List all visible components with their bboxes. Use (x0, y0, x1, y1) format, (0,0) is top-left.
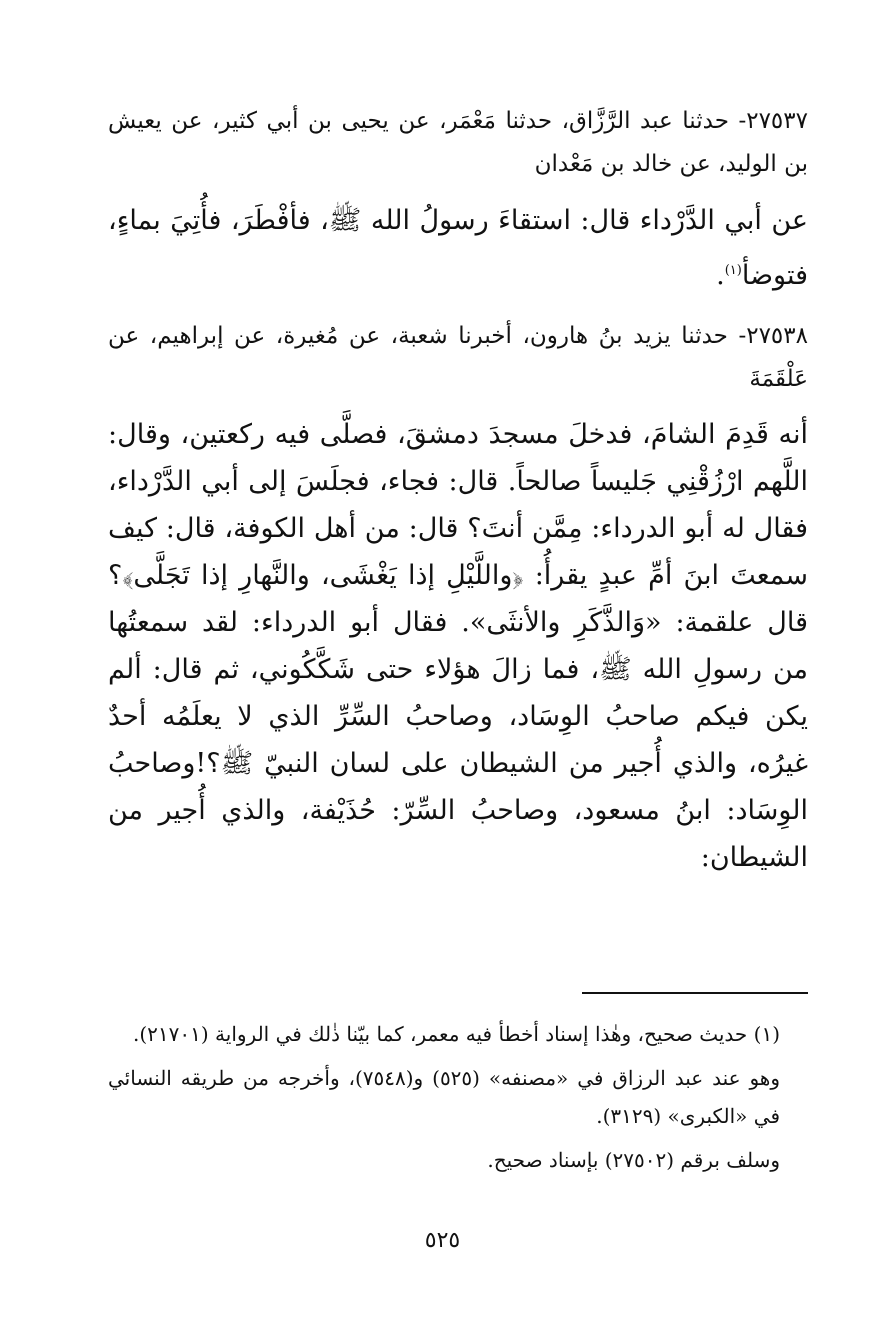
hadith-27537-matn (108, 196, 808, 301)
hadith-27537-matn-end: . (716, 260, 725, 291)
footnote-1-line-1: (١) حديث صحيح، وهٰذا إسناد أخطأ فيه معمر، كما بيّنا ذٰلك في الرواية (٢١٧٠١). (132, 1022, 780, 1046)
hadith-27537-isnad: ٢٧٥٣٧- حدثنا عبد الرَّزَّاق، حدثنا مَعْمَر، عن يحيى بن أبي كثير، عن يعيش بن الوليد، عن خالد بن مَعْدان (108, 108, 808, 177)
page-number: ٥٢٥ (424, 1228, 461, 1253)
hadith-27538-isnad: ٢٧٥٣٨- حدثنا يزيد بنُ هارون، أخبرنا شعبة، عن مُغيرة، عن إبراهيم، عن عَلْقَمَةَ (108, 323, 808, 392)
footnote-separator (582, 992, 808, 994)
footnote-1-line-2: وهو عند عبد الرزاق في «مصنفه» (٥٢٥) و(٧٥٤٨)، وأخرجه من طريقه النسائي في «الكبرى» (٣١٢٩). (108, 1066, 780, 1128)
main-text (108, 100, 808, 893)
footnotes (108, 1015, 808, 1185)
footnote-marker[interactable]: (١) (724, 263, 742, 278)
footnote-1-line-3: وسلف برقم (٢٧٥٠٢) بإسناد صحيح. (487, 1148, 780, 1172)
hadith-27537-matn-text: عن أبي الدَّرْداء قال: استقاءَ رسولُ الله ﷺ، فأفْطَرَ، فأُتِيَ بماءٍ، فتوضأ (108, 205, 808, 291)
hadith-27538-matn: أنه قَدِمَ الشامَ، فدخلَ مسجدَ دمشقَ، فصلَّى فيه ركعتين، وقال: اللَّهم ارْزُقْنِي جَليساً صالحاً. قال: فجاء، فجلَسَ إلى أبي الدَّرْداء، فقال له أبو الدرداء: مِمَّن أنتَ؟ قال: من أهل الكوفة، قال: كيف سمعتَ ابنَ أمِّ عبدٍ يقرأُ: ﴿واللَّيْلِ إذا يَغْشَى، والنَّهارِ إذا تَجَلَّى﴾؟ قال علقمة: «وَالذَّكَرِ والأنثَى». فقال أبو الدرداء: لقد سمعتُها من رسولِ الله ﷺ، فما زالَ هؤلاء حتى شَكَّكُوني، ثم قال: ألم يكن فيكم صاحبُ الوِسَاد، وصاحبُ السِّرِّ الذي لا يعلَمُه أحدٌ غيرُه، والذي أُجير من الشيطان على لسان النبيّ ﷺ؟!وصاحبُ الوِسَاد: ابنُ مسعود، وصاحبُ السِّرّ: حُذَيْفة، والذي أُجير من الشيطان: (108, 419, 808, 873)
